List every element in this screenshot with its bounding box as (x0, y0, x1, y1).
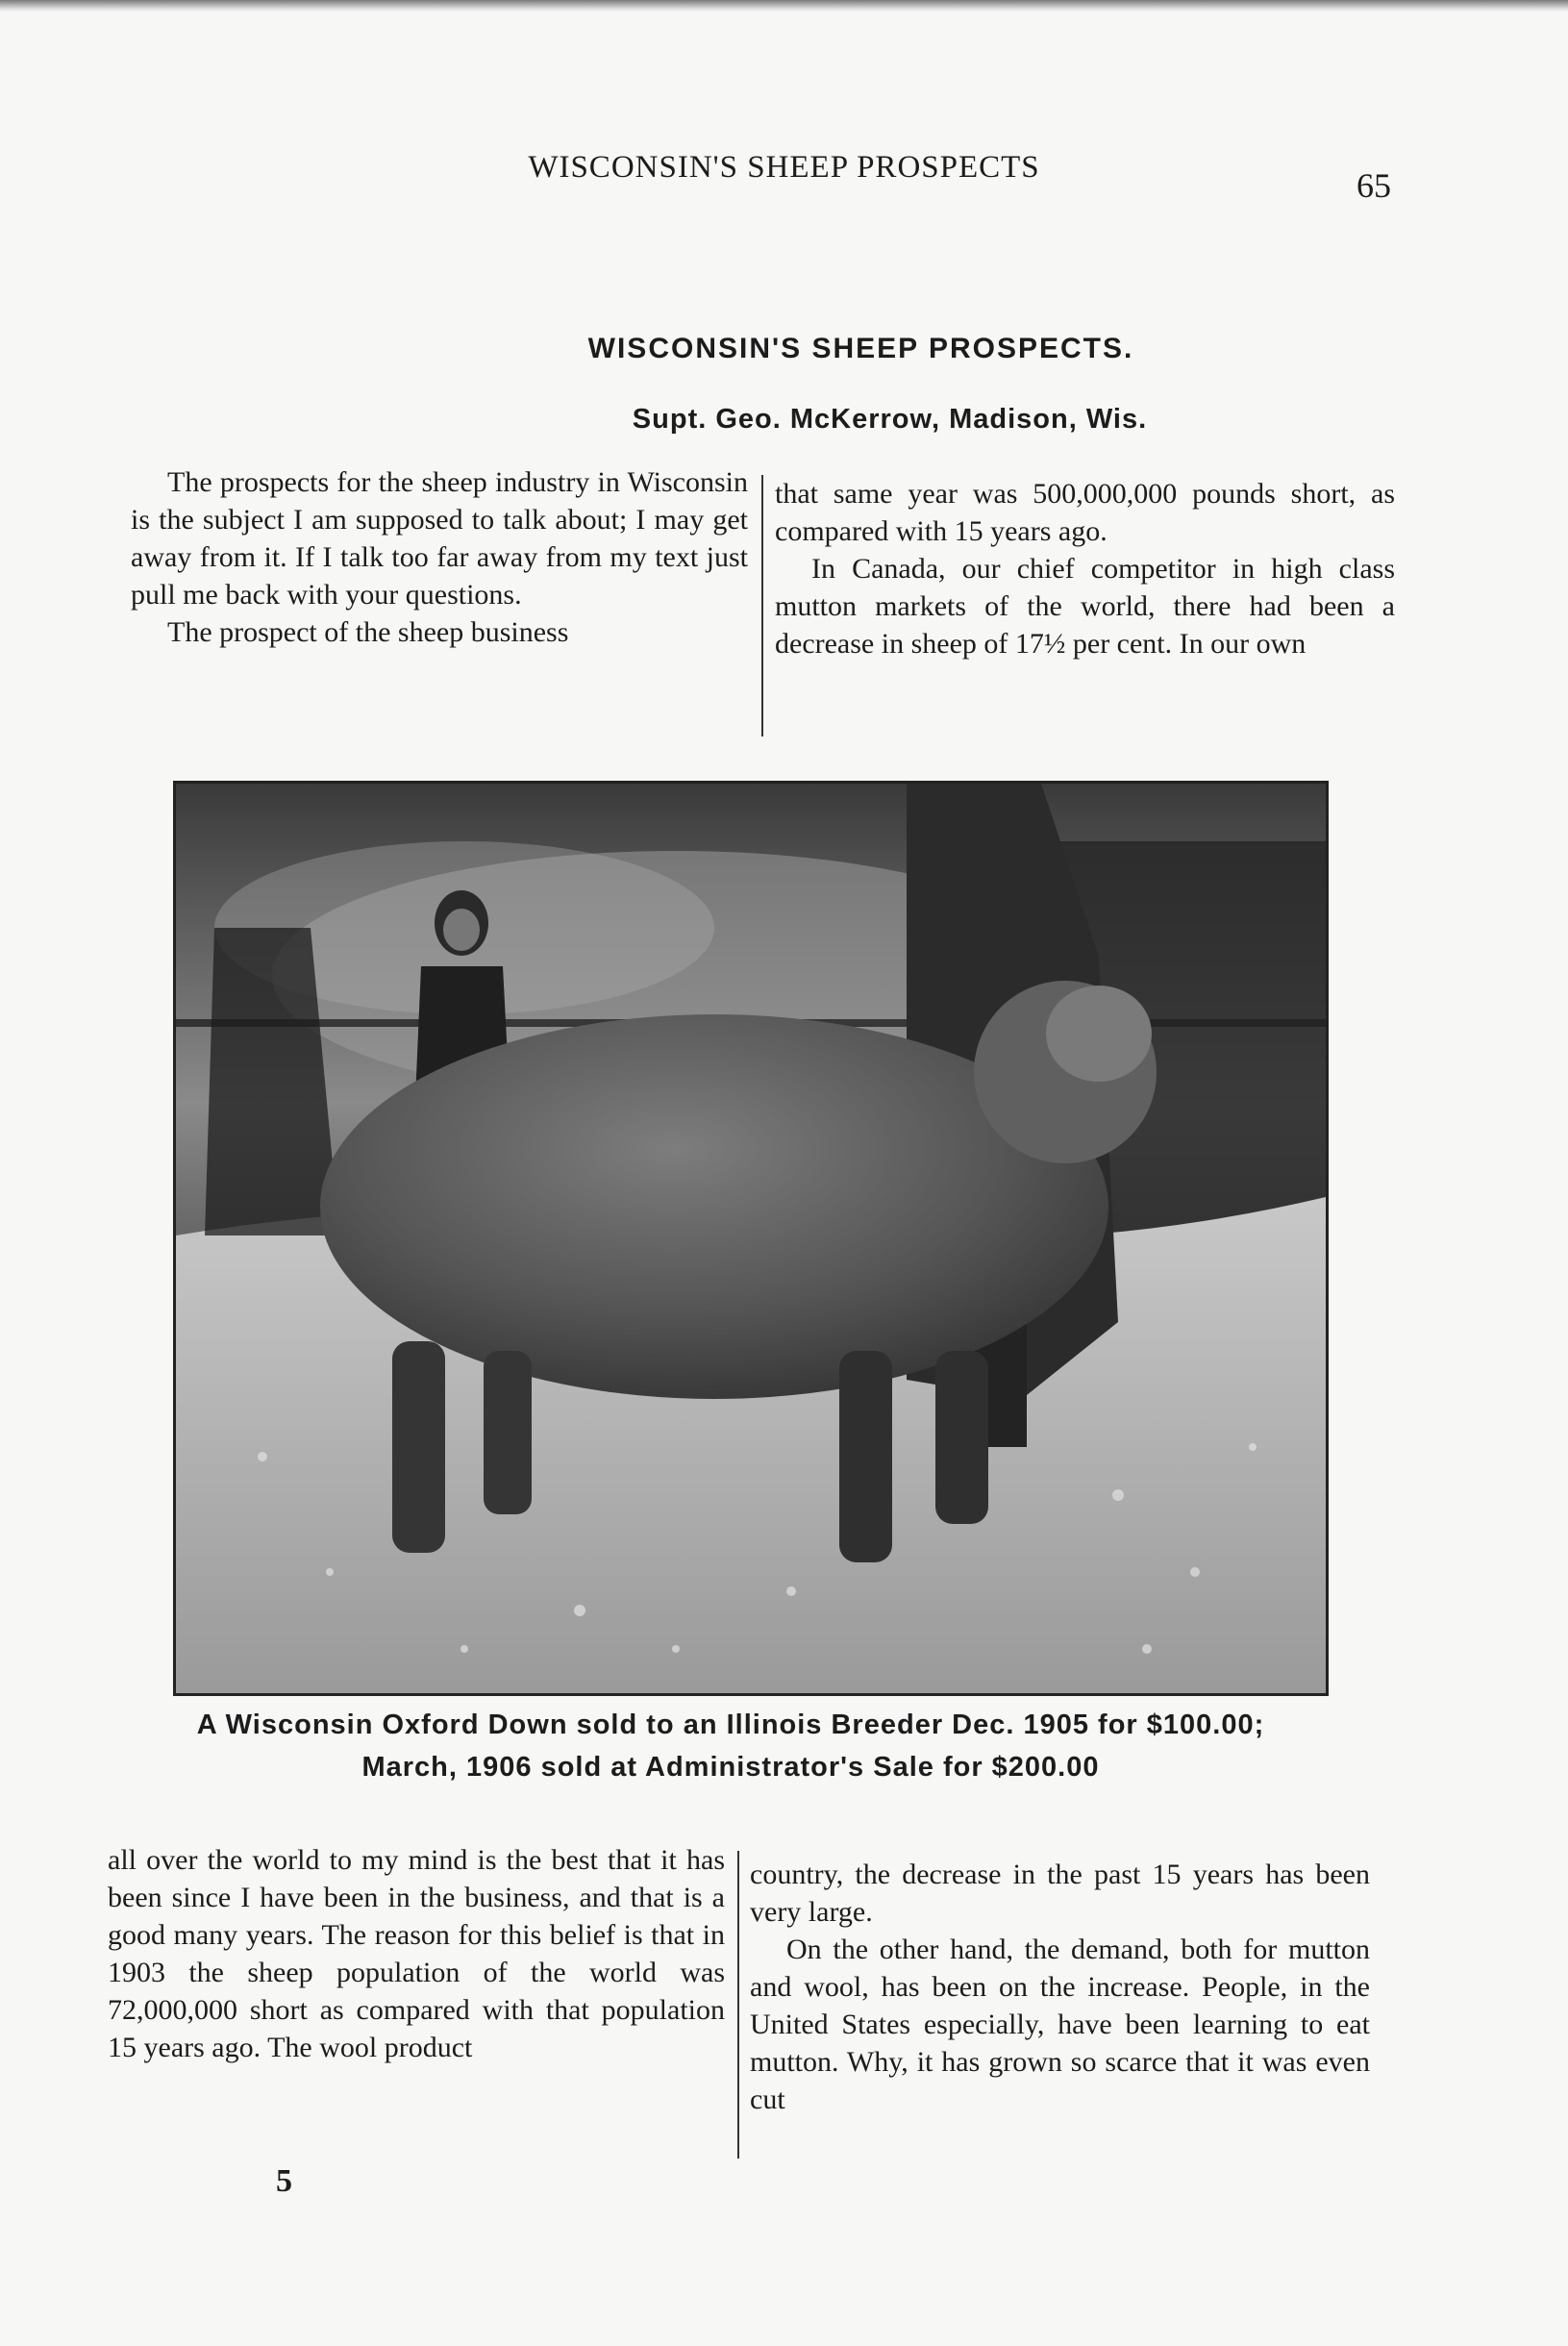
paragraph: The prospect of the sheep business (167, 616, 569, 648)
paragraph: country, the decrease in the past 15 years has been very large. (750, 1859, 1370, 1928)
lower-right-column (750, 1856, 1370, 2163)
lower-left-column (108, 1841, 725, 2149)
paragraph: On the other hand, the demand, both for mutton and wool, has been on the increase. People, in the United States especially, have been learning to eat mutton. Why, it has grown so scarce that it was even cut (750, 1934, 1370, 2115)
column-rule (737, 1851, 739, 2159)
caption-line-1: A Wisconsin Oxford Down sold to an Illinois Breeder Dec. 1905 for $100.00; (196, 1710, 1265, 1740)
running-head: WISCONSIN'S SHEEP PROSPECTS (528, 150, 1040, 185)
article-title: WISCONSIN'S SHEEP PROSPECTS. (587, 333, 1134, 364)
paragraph: The prospects for the sheep industry in Wisconsin is the subject I am supposed to talk about; I may get away from it. If I talk too far away from my text just pull me back with your questions. (131, 466, 748, 611)
page-top-edge (0, 0, 1568, 12)
upper-left-column (131, 463, 748, 735)
upper-right-column (775, 475, 1395, 746)
article-byline: Supt. Geo. McKerrow, Madison, Wis. (632, 404, 1148, 435)
paragraph: that same year was 500,000,000 pounds short, as compared with 15 years ago. (775, 478, 1395, 547)
sheep-photograph (173, 781, 1329, 1696)
photo-caption (106, 1704, 1356, 1788)
caption-line-2: March, 1906 sold at Administrator's Sale for $200.00 (361, 1752, 1100, 1783)
paragraph: In Canada, our chief competitor in high class mutton markets of the world, there had been a decrease in sheep of 17½ per cent. In our own (775, 553, 1395, 660)
column-rule (761, 475, 763, 736)
signature-mark: 5 (276, 2163, 292, 2199)
page-number: 65 (1356, 166, 1391, 205)
paragraph: all over the world to my mind is the best that it has been since I have been in the business, and that is a good many years. The reason for this belief is that in 1903 the sheep population of the world was 72,000,000 short as compared with that population 15 years ago. The wool product (108, 1844, 725, 2063)
